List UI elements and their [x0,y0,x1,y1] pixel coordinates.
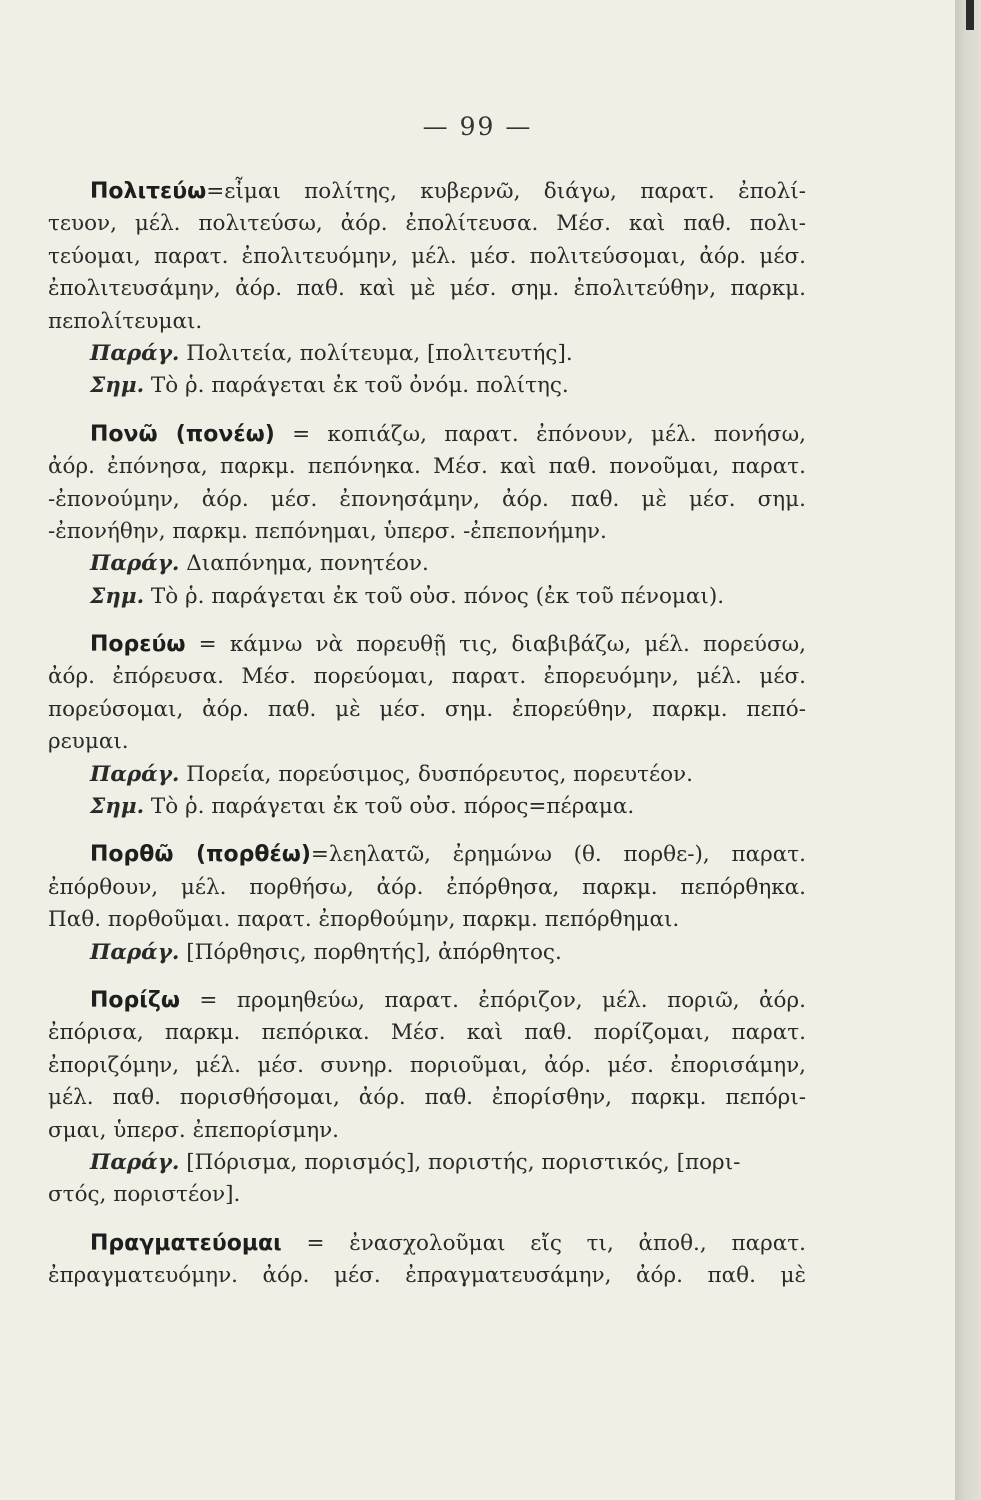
entry-line: ἐπόρθουν, μέλ. πορθήσω, ἀόρ. ἐπόρθησα, παρκμ. πεπόρθηκα. [48,874,806,900]
entry-line: ἐποριζόμην, μέλ. μέσ. συνηρ. ποριοῦμαι, ἀόρ. μέσ. ἐπορισάμην, [48,1052,806,1078]
note-line [48,791,806,823]
entry-line: μέλ. παθ. πορισθήσομαι, ἀόρ. παθ. ἐπορίσθην, παρκμ. πεπόρι- [48,1085,806,1111]
entry-politeuo [48,176,806,403]
entry-line: τεύομαι, παρατ. ἐπολιτευόμην, μέλ. μέσ. πολιτεύσομαι, ἀόρ. μέσ. [48,243,806,269]
entry-pragmateuomai [48,1228,806,1293]
entry-line: ρευμαι. [48,729,129,755]
derivative-text: Πολιτεία, πολίτευμα, [πολιτευτής]. [186,340,573,366]
note-label: Σημ. [90,794,145,820]
derivative-line [48,937,806,969]
derivative-line [48,338,806,370]
headword: Πονῶ (πονέω) [90,421,275,447]
derivative-line [48,1147,806,1179]
entry-line [48,629,806,661]
headword: Πολιτεύω [90,179,207,204]
entry-porizo [48,985,806,1212]
entry-line: ἐπολιτευσάμην, ἀόρ. παθ. καὶ μὲ μέσ. σημ. ἐπολιτεύθην, παρκμ. [48,276,806,302]
note-text: Τὸ ῥ. παράγεται ἐκ τοῦ οὐσ. πόρος=πέραμα. [150,794,635,820]
entry-line: ἀόρ. ἐπόνησα, παρκμ. πεπόνηκα. Μέσ. καὶ παθ. πονοῦμαι, παρατ. [48,454,806,480]
definition-text: =λεηλατῶ, ἐρημώνω (θ. πορθε-), παρατ. [310,842,806,868]
note-line [48,581,806,613]
derivative-text: [Πόρθησις, πορθητής], ἀπόρθητος. [186,939,562,965]
headword: Πορεύω [90,632,186,658]
derivative-text: Πορεία, πορεύσιμος, δυσπόρευτος, πορευτέον. [186,761,693,787]
definition-text: = ἐνασχολοῦμαι εἴς τι, ἀποθ., παρατ. [306,1230,806,1256]
entry-line [48,839,806,871]
derivative-line [48,759,806,791]
entry-line: σμαι, ὑπερσ. ἐπεπορίσμην. [48,1117,339,1143]
note-text: Τὸ ῥ. παράγεται ἐκ τοῦ οὐσ. πόνος (ἐκ τοῦ πένομαι). [150,583,725,609]
page-number: — 99 — [422,112,533,141]
definition-text: = κάμνω νὰ πορευθῇ τις, διαβιβάζω, μέλ. πορεύσω, [198,632,806,658]
entry-line [48,1228,806,1260]
definition-text: =εἶμαι πολίτης, κυβερνῶ, διάγω, παρατ. ἐπολί- [206,179,806,204]
entry-line: ἐπόρισα, παρκμ. πεπόρικα. Μέσ. καὶ παθ. πορίζομαι, παρατ. [48,1020,806,1046]
definition-text: = κοπιάζω, παρατ. ἐπόνουν, μέλ. πονήσω, [292,421,806,447]
entry-line: πεπολίτευμαι. [48,308,203,334]
entry-line: -ἐπονούμην, ἀόρ. μέσ. ἐπονησάμην, ἀόρ. παθ. μὲ μέσ. σημ. [48,486,806,512]
entry-line: ἐπραγματευόμην. ἀόρ. μέσ. ἐπραγματευσάμην, ἀόρ. παθ. μὲ [48,1263,806,1289]
derivative-label: Παράγ. [90,939,180,965]
entry-line: στός, ποριστέον]. [48,1182,241,1208]
entry-line: -ἐπονήθην, παρκμ. πεπόνημαι, ὑπερσ. -ἐπεπονήμην. [48,518,607,544]
entry-poreuo [48,629,806,823]
derivative-label: Παράγ. [90,1149,180,1175]
derivative-label: Παράγ. [90,761,180,787]
derivative-text: Διαπόνημα, πονητέον. [186,551,429,577]
binding-mark [966,0,974,30]
entry-line [48,419,806,451]
note-line [48,370,806,402]
entry-line: Παθ. πορθοῦμαι. παρατ. ἐπορθούμην, παρκμ. πεπόρθημαι. [48,907,680,933]
entry-line [48,176,806,208]
derivative-text: [Πόρισμα, πορισμός], ποριστής, ποριστικός, [πορι- [186,1149,741,1175]
entry-portho [48,839,806,969]
derivative-label: Παράγ. [90,340,180,366]
derivative-line [48,548,806,580]
entry-line [48,985,806,1017]
entry-line: τευον, μέλ. πολιτεύσω, ἀόρ. ἐπολίτευσα. Μέσ. καὶ παθ. πολι- [48,211,806,237]
entry-pono [48,419,806,613]
entry-line: πορεύσομαι, ἀόρ. παθ. μὲ μέσ. σημ. ἐπορεύθην, παρκμ. πεπό- [48,696,806,722]
note-label: Σημ. [90,583,145,609]
headword: Πορίζω [90,987,180,1013]
definition-text: = προμηθεύω, παρατ. ἐπόριζον, μέλ. ποριῶ, ἀόρ. [199,987,806,1013]
page-edge [955,0,981,1500]
derivative-label: Παράγ. [90,551,180,577]
headword: Πραγματεύομαι [90,1230,282,1256]
note-text: Τὸ ῥ. παράγεται ἐκ τοῦ ὀνόμ. πολίτης. [150,373,569,399]
note-label: Σημ. [90,373,145,399]
headword: Πορθῶ (πορθέω) [90,842,311,868]
entry-line: ἀόρ. ἐπόρευσα. Μέσ. πορεύομαι, παρατ. ἐπορευόμην, μέλ. μέσ. [48,664,806,690]
dictionary-entries [48,176,806,1309]
